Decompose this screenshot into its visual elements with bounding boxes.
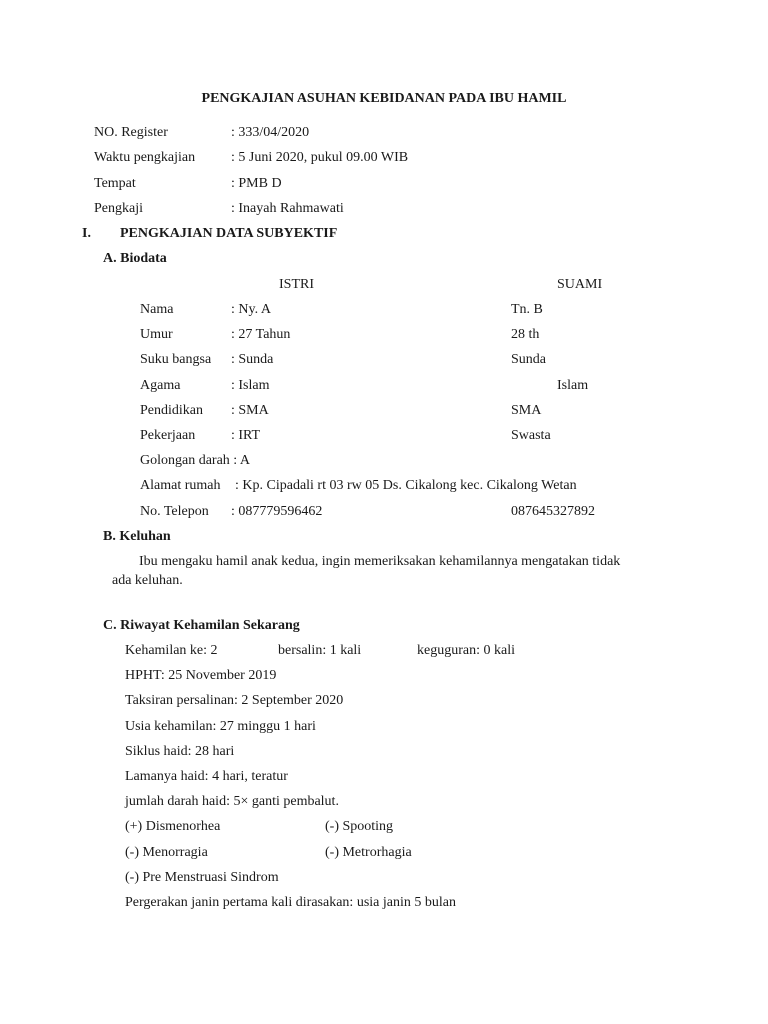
telepon-suami: 087645327892 [511,504,595,519]
section-number: I. [82,226,91,241]
riwayat-heading: C. Riwayat Kehamilan Sekarang [103,618,300,633]
telepon-label: No. Telepon [140,504,209,519]
istri-value: : IRT [231,428,261,443]
usia-kehamilan: Usia kehamilan: 27 minggu 1 hari [125,719,316,734]
biodata-heading: A. Biodata [103,251,167,266]
keluhan-heading: B. Keluhan [103,529,171,544]
alamat-label: Alamat rumah [140,478,221,493]
biodata-label: Pendidikan [140,403,203,418]
waktu-label: Waktu pengkajian [94,150,196,165]
siklus-haid: Siklus haid: 28 hari [125,744,235,759]
column-suami: SUAMI [557,277,603,292]
pre-menstruasi-sindrom: (-) Pre Menstruasi Sindrom [125,870,279,885]
register-value: : 333/04/2020 [231,125,310,140]
lamanya-haid: Lamanya haid: 4 hari, teratur [125,769,288,784]
suami-value: Islam [557,378,589,393]
biodata-label: Suku bangsa [140,352,212,367]
biodata-label: Agama [140,378,181,393]
keluhan-text-cont: ada keluhan. [112,573,183,588]
kehamilan-ke: Kehamilan ke: 2 [125,643,218,658]
register-label: NO. Register [94,125,168,140]
alamat-value: : Kp. Cipadali rt 03 rw 05 Ds. Cikalong kec. Cikalong Wetan [235,478,577,493]
pergerakan-janin: Pergerakan janin pertama kali dirasakan: usia janin 5 bulan [125,895,456,910]
istri-value: : SMA [231,403,269,418]
bersalin: bersalin: 1 kali [278,643,362,658]
biodata-label: Nama [140,302,174,317]
biodata-label: Pekerjaan [140,428,196,443]
spooting: (-) Spooting [325,819,394,834]
tempat-label: Tempat [94,176,136,191]
taksiran-persalinan: Taksiran persalinan: 2 September 2020 [125,693,344,708]
suami-value: 28 th [511,327,540,342]
telepon-istri: : 087779596462 [231,504,323,519]
keguguran: keguguran: 0 kali [417,643,515,658]
hpht: HPHT: 25 November 2019 [125,668,277,683]
suami-value: Tn. B [511,302,543,317]
metrorhagia: (-) Metrorhagia [325,845,412,860]
istri-value: : Ny. A [231,302,271,317]
biodata-label: Umur [140,327,173,342]
jumlah-darah-haid: jumlah darah haid: 5× ganti pembalut. [125,794,339,809]
document-title: PENGKAJIAN ASUHAN KEBIDANAN PADA IBU HAMIL [201,91,567,106]
dismenorhea: (+) Dismenorhea [125,819,221,834]
keluhan-text: Ibu mengaku hamil anak kedua, ingin memeriksakan kehamilannya mengatakan tidak [139,554,621,569]
menorragia: (-) Menorragia [125,845,208,860]
pengkaji-value: : Inayah Rahmawati [231,201,344,216]
golongan-darah: Golongan darah : A [140,453,251,468]
section-title: PENGKAJIAN DATA SUBYEKTIF [120,226,338,241]
column-istri: ISTRI [279,277,314,292]
pengkaji-label: Pengkaji [94,201,143,216]
suami-value: Sunda [511,352,546,367]
istri-value: : Islam [231,378,270,393]
istri-value: : Sunda [231,352,274,367]
istri-value: : 27 Tahun [231,327,291,342]
waktu-value: : 5 Juni 2020, pukul 09.00 WIB [231,150,409,165]
suami-value: Swasta [511,428,551,443]
suami-value: SMA [511,403,542,418]
tempat-value: : PMB D [231,176,282,191]
